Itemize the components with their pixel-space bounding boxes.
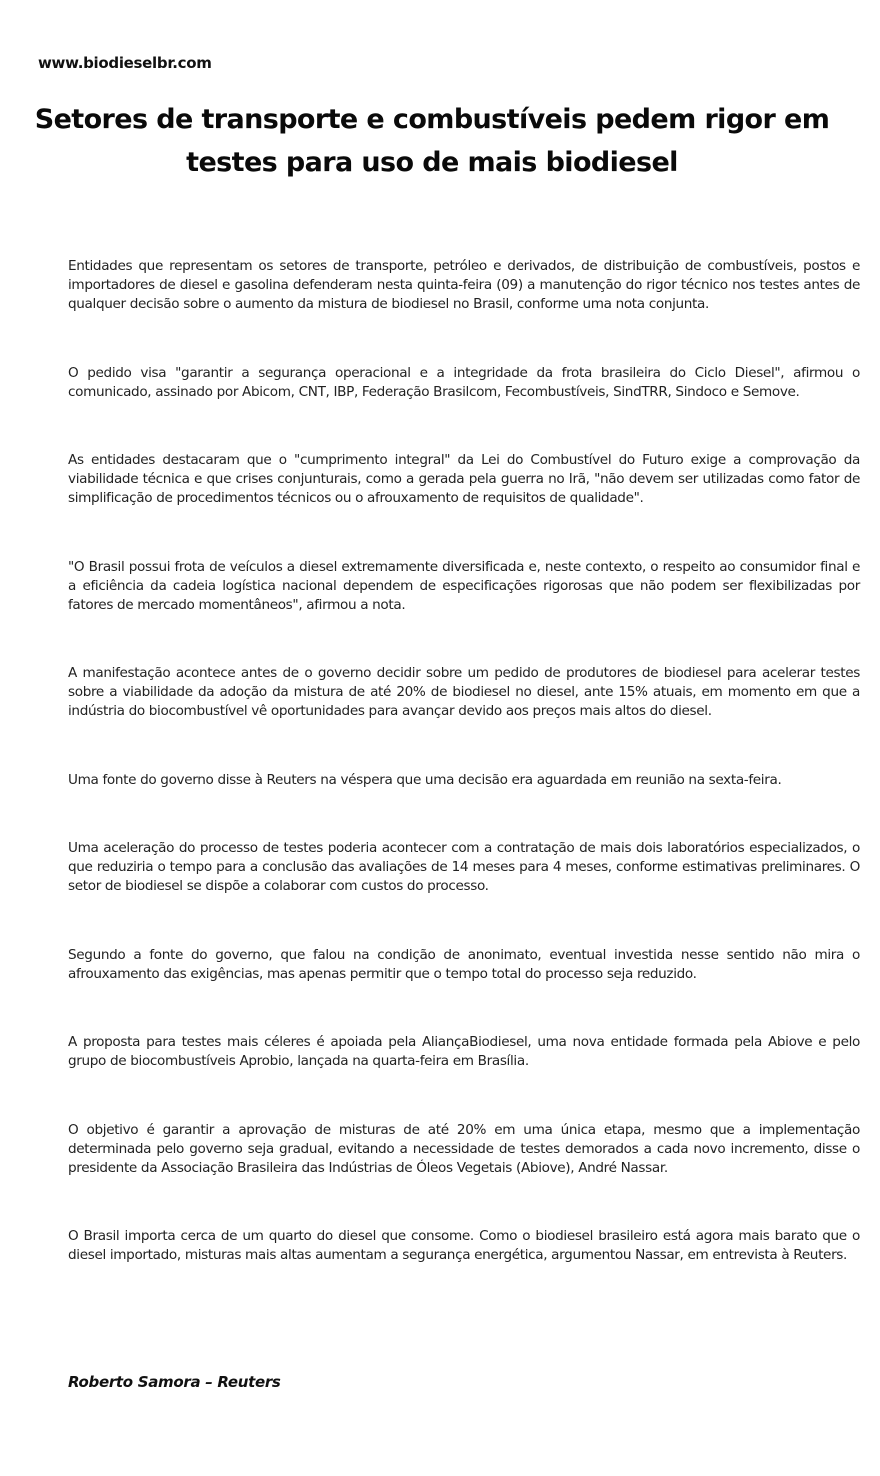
article-title: Setores de transporte e combustíveis pedem rigor em testes para uso de mais biodiesel (34, 104, 830, 178)
paragraph: As entidades destacaram que o "cumprimento integral" da Lei do Combustível do Futuro exige a comprovação da viabilidade técnica e que crises conjunturais, como a gerada pela guerra no Irã, "não devem ser utilizadas como fator de simplificação de procedimentos técnicos ou o afrouxamento de requisitos de qualidade". (68, 452, 860, 506)
paragraph: Uma fonte do governo disse à Reuters na véspera que uma decisão era aguardada em reunião na sexta-feira. (68, 771, 782, 788)
paragraph: O objetivo é garantir a aprovação de misturas de até 20% em uma única etapa, mesmo que a implementação determinada pelo governo seja gradual, evitando a necessidade de testes demorados a cada novo incremento, disse o presidente da Associação Brasileira das Indústrias de Óleos Vegetais (Abiove), André Nassar. (68, 1121, 860, 1176)
paragraph: Segundo a fonte do governo, que falou na condição de anonimato, eventual investida nesse sentido não mira o afrouxamento das exigências, mas apenas permitir que o tempo total do processo seja reduzido. (68, 946, 860, 982)
article-body (68, 257, 860, 1315)
paragraph: Entidades que representam os setores de transporte, petróleo e derivados, de distribuição de combustíveis, postos e importadores de diesel e gasolina defenderam nesta quinta-feira (09) a manutenção do rigor técnico nos testes antes de qualquer decisão sobre o aumento da mistura de biodiesel no Brasil, conforme uma nota conjunta. (68, 258, 860, 312)
paragraph: O Brasil importa cerca de um quarto do diesel que consome. Como o biodiesel brasileiro está agora mais barato que o diesel importado, misturas mais altas aumentam a segurança energética, argumentou Nassar, em entrevista à Reuters. (68, 1228, 860, 1263)
paragraph: O pedido visa "garantir a segurança operacional e a integridade da frota brasileira do Ciclo Diesel", afirmou o comunicado, assinado por Abicom, CNT, IBP, Federação Brasilcom, Fecombustíveis, SindTRR, Sindoco e Semove. (68, 364, 860, 400)
paragraph: Uma aceleração do processo de testes poderia acontecer com a contratação de mais dois laboratórios especializados, o que reduziria o tempo para a conclusão das avaliações de 14 meses para 4 meses, conforme estimativas preliminares. O setor de biodiesel se dispõe a colaborar com custos do processo. (68, 840, 860, 894)
article-author: Roberto Samora – Reuters (68, 1373, 281, 1391)
site-url: www.biodieselbr.com (38, 54, 212, 72)
paragraph: A proposta para testes mais céleres é apoiada pela AliançaBiodiesel, uma nova entidade formada pela Abiove e pelo grupo de biocombustíveis Aprobio, lançada na quarta-feira em Brasília. (68, 1034, 860, 1069)
paragraph: "O Brasil possui frota de veículos a diesel extremamente diversificada e, neste contexto, o respeito ao consumidor final e a eficiência da cadeia logística nacional dependem de especificações rigorosas que não podem ser flexibilizadas por fatores de mercado momentâneos", afirmou a nota. (68, 558, 860, 613)
paragraph: A manifestação acontece antes de o governo decidir sobre um pedido de produtores de biodiesel para acelerar testes sobre a viabilidade da adoção da mistura de até 20% de biodiesel no diesel, ante 15% atuais, em momento em que a indústria do biocombustível vê oportunidades para avançar devido aos preços mais altos do diesel. (68, 665, 860, 719)
